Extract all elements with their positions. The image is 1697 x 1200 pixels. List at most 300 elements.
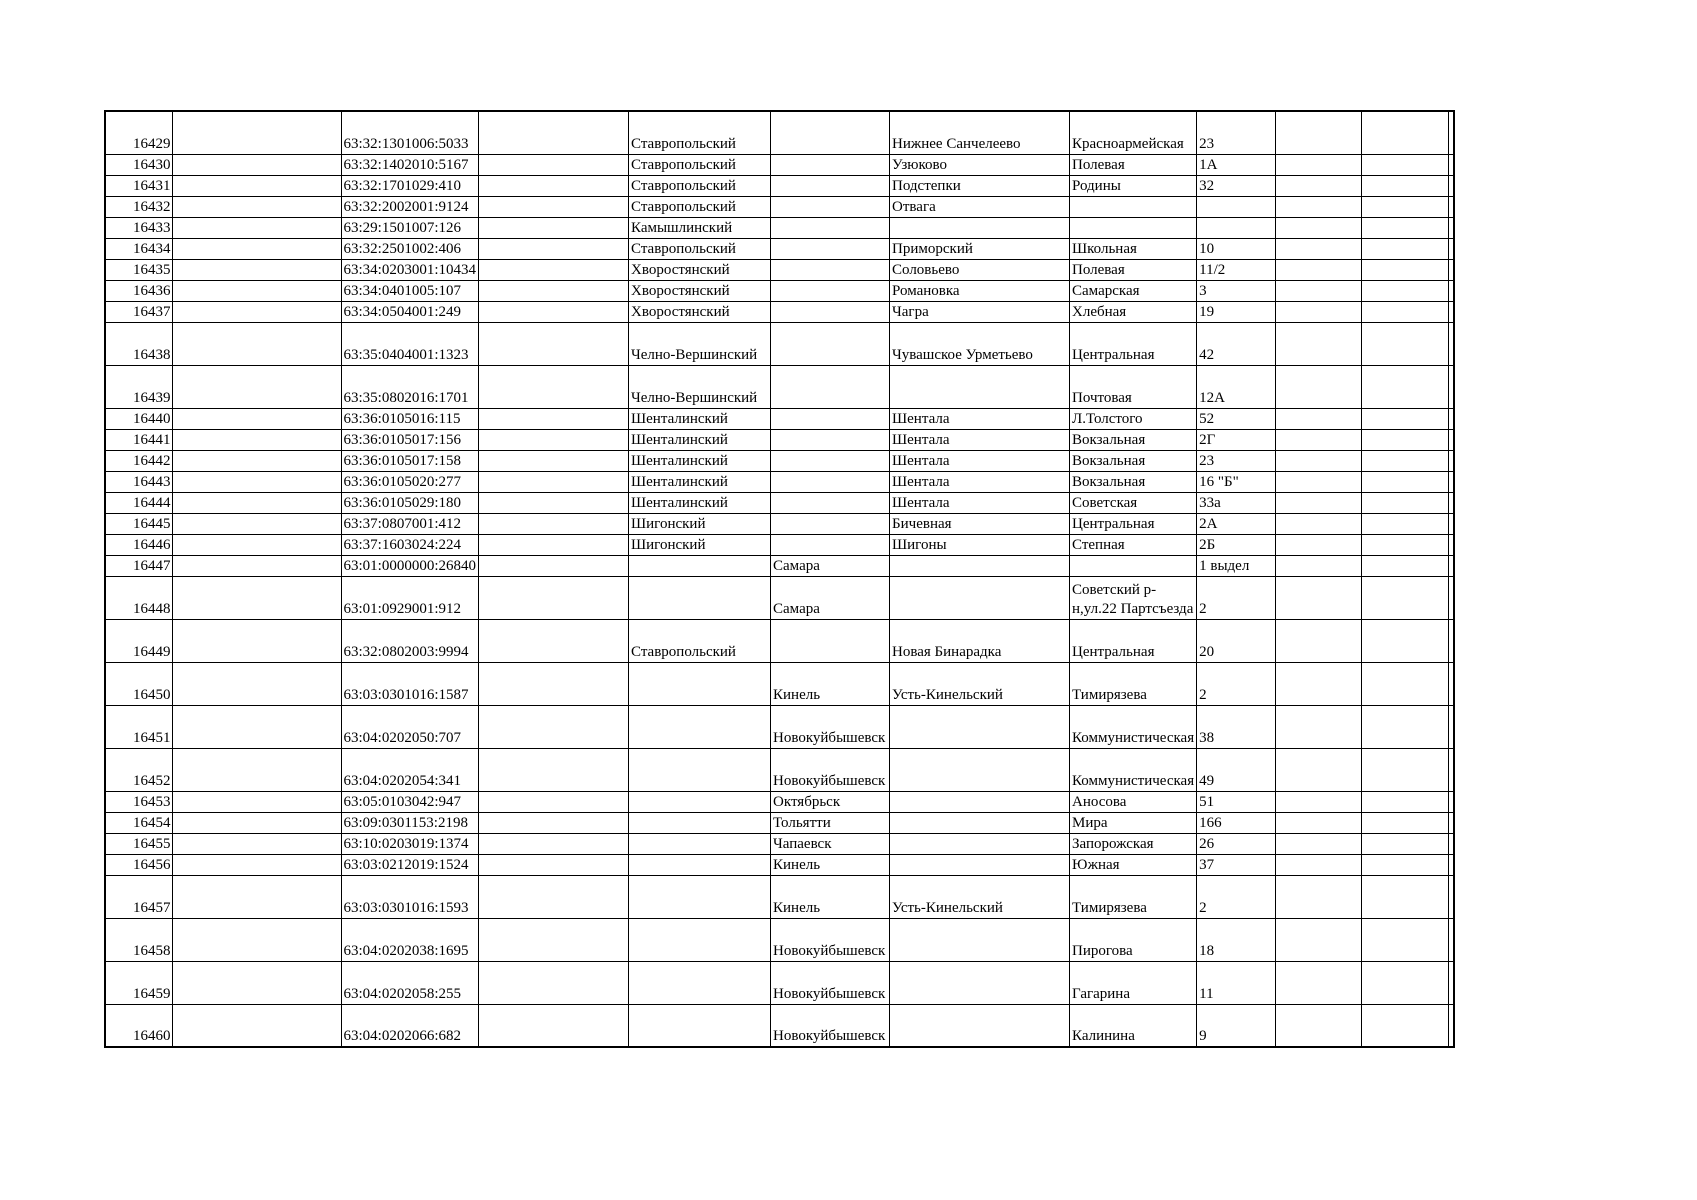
locality bbox=[890, 1004, 1070, 1047]
table-row bbox=[105, 408, 1454, 429]
street: Вокзальная bbox=[1070, 471, 1197, 492]
district bbox=[629, 875, 771, 918]
empty-cell bbox=[1449, 492, 1455, 513]
locality bbox=[890, 576, 1070, 619]
locality: Шентала bbox=[890, 408, 1070, 429]
empty-cell bbox=[1276, 961, 1362, 1004]
street: Аносова bbox=[1070, 791, 1197, 812]
empty-cell bbox=[1449, 854, 1455, 875]
empty-cell bbox=[1276, 576, 1362, 619]
district: Шенталинский bbox=[629, 471, 771, 492]
empty-cell bbox=[1449, 833, 1455, 854]
street: Почтовая bbox=[1070, 365, 1197, 408]
locality: Усть-Кинельский bbox=[890, 875, 1070, 918]
district bbox=[629, 918, 771, 961]
street: Центральная bbox=[1070, 619, 1197, 662]
street: Центральная bbox=[1070, 322, 1197, 365]
table-row bbox=[105, 961, 1454, 1004]
house-number: 20 bbox=[1197, 619, 1276, 662]
district bbox=[629, 705, 771, 748]
district bbox=[629, 555, 771, 576]
record-number: 16459 bbox=[105, 961, 172, 1004]
locality bbox=[890, 705, 1070, 748]
house-number: 3 bbox=[1197, 280, 1276, 301]
city bbox=[771, 154, 890, 175]
empty-cell bbox=[172, 918, 341, 961]
table-row bbox=[105, 534, 1454, 555]
house-number: 2А bbox=[1197, 513, 1276, 534]
record-number: 16442 bbox=[105, 450, 172, 471]
record-number: 16453 bbox=[105, 791, 172, 812]
street: Степная bbox=[1070, 534, 1197, 555]
table-row bbox=[105, 748, 1454, 791]
empty-cell bbox=[172, 259, 341, 280]
city bbox=[771, 534, 890, 555]
empty-cell bbox=[1449, 365, 1455, 408]
empty-cell bbox=[1362, 259, 1449, 280]
empty-cell bbox=[1449, 175, 1455, 196]
empty-cell bbox=[1449, 1004, 1455, 1047]
locality: Шентала bbox=[890, 492, 1070, 513]
cadastral-number: 63:36:0105017:156 bbox=[341, 429, 479, 450]
house-number bbox=[1197, 217, 1276, 238]
empty-cell bbox=[1449, 748, 1455, 791]
empty-cell bbox=[172, 471, 341, 492]
locality bbox=[890, 555, 1070, 576]
empty-cell bbox=[1276, 705, 1362, 748]
cadastral-number: 63:36:0105016:115 bbox=[341, 408, 479, 429]
street bbox=[1070, 196, 1197, 217]
table-row bbox=[105, 365, 1454, 408]
house-number: 33а bbox=[1197, 492, 1276, 513]
empty-cell bbox=[1362, 918, 1449, 961]
cadastral-number: 63:34:0203001:10434 bbox=[341, 259, 479, 280]
cadastral-number: 63:34:0504001:249 bbox=[341, 301, 479, 322]
empty-cell bbox=[1276, 471, 1362, 492]
table-body bbox=[105, 111, 1454, 1047]
city: Самара bbox=[771, 576, 890, 619]
empty-cell bbox=[479, 513, 629, 534]
city bbox=[771, 365, 890, 408]
district: Челно-Вершинский bbox=[629, 365, 771, 408]
record-number: 16433 bbox=[105, 217, 172, 238]
record-number: 16456 bbox=[105, 854, 172, 875]
empty-cell bbox=[479, 217, 629, 238]
empty-cell bbox=[479, 812, 629, 833]
empty-cell bbox=[1276, 748, 1362, 791]
cadastral-number: 63:04:0202050:707 bbox=[341, 705, 479, 748]
empty-cell bbox=[172, 875, 341, 918]
empty-cell bbox=[1276, 429, 1362, 450]
empty-cell bbox=[1276, 555, 1362, 576]
empty-cell bbox=[172, 196, 341, 217]
cadastral-number: 63:32:1402010:5167 bbox=[341, 154, 479, 175]
record-number: 16432 bbox=[105, 196, 172, 217]
empty-cell bbox=[1362, 619, 1449, 662]
empty-cell bbox=[1276, 217, 1362, 238]
district bbox=[629, 854, 771, 875]
record-number: 16450 bbox=[105, 662, 172, 705]
district: Ставропольский bbox=[629, 111, 771, 154]
cadastral-number: 63:35:0802016:1701 bbox=[341, 365, 479, 408]
empty-cell bbox=[479, 619, 629, 662]
street: Советский р-н,ул.22 Партсъезда bbox=[1070, 576, 1197, 619]
empty-cell bbox=[1449, 217, 1455, 238]
street: Пирогова bbox=[1070, 918, 1197, 961]
street: Мира bbox=[1070, 812, 1197, 833]
empty-cell bbox=[1276, 1004, 1362, 1047]
empty-cell bbox=[1276, 259, 1362, 280]
house-number bbox=[1197, 196, 1276, 217]
city bbox=[771, 471, 890, 492]
cadastral-number: 63:03:0301016:1593 bbox=[341, 875, 479, 918]
locality bbox=[890, 365, 1070, 408]
house-number: 37 bbox=[1197, 854, 1276, 875]
street: Полевая bbox=[1070, 154, 1197, 175]
district: Шенталинский bbox=[629, 450, 771, 471]
locality bbox=[890, 791, 1070, 812]
record-number: 16451 bbox=[105, 705, 172, 748]
empty-cell bbox=[479, 1004, 629, 1047]
locality: Узюково bbox=[890, 154, 1070, 175]
cadastral-number: 63:32:1301006:5033 bbox=[341, 111, 479, 154]
table-row bbox=[105, 513, 1454, 534]
empty-cell bbox=[1276, 154, 1362, 175]
empty-cell bbox=[172, 833, 341, 854]
empty-cell bbox=[172, 662, 341, 705]
house-number: 11 bbox=[1197, 961, 1276, 1004]
record-number: 16429 bbox=[105, 111, 172, 154]
cadastral-number: 63:34:0401005:107 bbox=[341, 280, 479, 301]
empty-cell bbox=[479, 875, 629, 918]
empty-cell bbox=[479, 961, 629, 1004]
locality bbox=[890, 918, 1070, 961]
city bbox=[771, 450, 890, 471]
city: Самара bbox=[771, 555, 890, 576]
empty-cell bbox=[1362, 429, 1449, 450]
cadastral-number: 63:36:0105020:277 bbox=[341, 471, 479, 492]
empty-cell bbox=[1362, 301, 1449, 322]
table-row bbox=[105, 854, 1454, 875]
empty-cell bbox=[479, 259, 629, 280]
district bbox=[629, 748, 771, 791]
cadastral-number: 63:37:1603024:224 bbox=[341, 534, 479, 555]
table-row bbox=[105, 259, 1454, 280]
empty-cell bbox=[1449, 280, 1455, 301]
house-number: 10 bbox=[1197, 238, 1276, 259]
city bbox=[771, 408, 890, 429]
locality bbox=[890, 748, 1070, 791]
empty-cell bbox=[172, 961, 341, 1004]
locality bbox=[890, 812, 1070, 833]
empty-cell bbox=[479, 748, 629, 791]
empty-cell bbox=[1276, 408, 1362, 429]
empty-cell bbox=[172, 111, 341, 154]
house-number: 42 bbox=[1197, 322, 1276, 365]
empty-cell bbox=[1362, 280, 1449, 301]
street: Запорожская bbox=[1070, 833, 1197, 854]
table-row bbox=[105, 111, 1454, 154]
city bbox=[771, 196, 890, 217]
street: Л.Толстого bbox=[1070, 408, 1197, 429]
empty-cell bbox=[1362, 238, 1449, 259]
table-row bbox=[105, 833, 1454, 854]
empty-cell bbox=[1276, 918, 1362, 961]
cadastral-number: 63:32:1701029:410 bbox=[341, 175, 479, 196]
empty-cell bbox=[1449, 196, 1455, 217]
street: Красноармейская bbox=[1070, 111, 1197, 154]
empty-cell bbox=[172, 280, 341, 301]
empty-cell bbox=[1362, 217, 1449, 238]
record-number: 16436 bbox=[105, 280, 172, 301]
house-number: 1 выдел bbox=[1197, 555, 1276, 576]
district: Ставропольский bbox=[629, 175, 771, 196]
empty-cell bbox=[1362, 576, 1449, 619]
city bbox=[771, 301, 890, 322]
cadastral-number: 63:32:2501002:406 bbox=[341, 238, 479, 259]
cadastral-number: 63:10:0203019:1374 bbox=[341, 833, 479, 854]
record-number: 16435 bbox=[105, 259, 172, 280]
cadastral-number: 63:35:0404001:1323 bbox=[341, 322, 479, 365]
empty-cell bbox=[1449, 619, 1455, 662]
cadastral-number: 63:04:0202038:1695 bbox=[341, 918, 479, 961]
empty-cell bbox=[479, 705, 629, 748]
empty-cell bbox=[479, 471, 629, 492]
locality: Чагра bbox=[890, 301, 1070, 322]
house-number: 2 bbox=[1197, 662, 1276, 705]
table-row bbox=[105, 196, 1454, 217]
empty-cell bbox=[1449, 471, 1455, 492]
city: Новокуйбышевск bbox=[771, 1004, 890, 1047]
empty-cell bbox=[172, 748, 341, 791]
cadastral-number: 63:04:0202058:255 bbox=[341, 961, 479, 1004]
empty-cell bbox=[1276, 513, 1362, 534]
empty-cell bbox=[1449, 705, 1455, 748]
empty-cell bbox=[172, 812, 341, 833]
cadastral-number: 63:04:0202054:341 bbox=[341, 748, 479, 791]
empty-cell bbox=[1276, 619, 1362, 662]
empty-cell bbox=[479, 534, 629, 555]
house-number: 19 bbox=[1197, 301, 1276, 322]
empty-cell bbox=[1362, 875, 1449, 918]
empty-cell bbox=[1449, 534, 1455, 555]
empty-cell bbox=[1362, 365, 1449, 408]
locality: Усть-Кинельский bbox=[890, 662, 1070, 705]
city: Новокуйбышевск bbox=[771, 918, 890, 961]
empty-cell bbox=[479, 154, 629, 175]
street: Школьная bbox=[1070, 238, 1197, 259]
record-number: 16434 bbox=[105, 238, 172, 259]
empty-cell bbox=[479, 322, 629, 365]
table-row bbox=[105, 576, 1454, 619]
empty-cell bbox=[1362, 196, 1449, 217]
empty-cell bbox=[1276, 301, 1362, 322]
city bbox=[771, 513, 890, 534]
cadastral-number: 63:29:1501007:126 bbox=[341, 217, 479, 238]
street: Полевая bbox=[1070, 259, 1197, 280]
city: Чапаевск bbox=[771, 833, 890, 854]
empty-cell bbox=[172, 429, 341, 450]
empty-cell bbox=[172, 408, 341, 429]
record-number: 16460 bbox=[105, 1004, 172, 1047]
house-number: 18 bbox=[1197, 918, 1276, 961]
locality: Шентала bbox=[890, 471, 1070, 492]
table-row bbox=[105, 705, 1454, 748]
table-row bbox=[105, 875, 1454, 918]
cadastral-number: 63:04:0202066:682 bbox=[341, 1004, 479, 1047]
empty-cell bbox=[1276, 791, 1362, 812]
district: Хворостянский bbox=[629, 259, 771, 280]
table-row bbox=[105, 812, 1454, 833]
empty-cell bbox=[172, 217, 341, 238]
record-number: 16445 bbox=[105, 513, 172, 534]
house-number: 2 bbox=[1197, 875, 1276, 918]
empty-cell bbox=[1449, 259, 1455, 280]
cadastral-number: 63:03:0301016:1587 bbox=[341, 662, 479, 705]
house-number: 2Б bbox=[1197, 534, 1276, 555]
locality: Шентала bbox=[890, 429, 1070, 450]
record-number: 16457 bbox=[105, 875, 172, 918]
empty-cell bbox=[1276, 854, 1362, 875]
cadastral-number: 63:37:0807001:412 bbox=[341, 513, 479, 534]
cadastral-number: 63:32:0802003:9994 bbox=[341, 619, 479, 662]
district: Хворостянский bbox=[629, 301, 771, 322]
empty-cell bbox=[1362, 513, 1449, 534]
empty-cell bbox=[479, 833, 629, 854]
empty-cell bbox=[479, 854, 629, 875]
empty-cell bbox=[172, 619, 341, 662]
house-number: 16 "Б" bbox=[1197, 471, 1276, 492]
cadastral-number: 63:01:0000000:26840 bbox=[341, 555, 479, 576]
empty-cell bbox=[479, 918, 629, 961]
house-number: 2 bbox=[1197, 576, 1276, 619]
empty-cell bbox=[479, 196, 629, 217]
empty-cell bbox=[1362, 408, 1449, 429]
empty-cell bbox=[479, 429, 629, 450]
empty-cell bbox=[1449, 791, 1455, 812]
house-number: 23 bbox=[1197, 111, 1276, 154]
city bbox=[771, 111, 890, 154]
city bbox=[771, 280, 890, 301]
property-table bbox=[104, 110, 1455, 1048]
record-number: 16443 bbox=[105, 471, 172, 492]
empty-cell bbox=[479, 175, 629, 196]
city: Кинель bbox=[771, 875, 890, 918]
district bbox=[629, 1004, 771, 1047]
cadastral-number: 63:09:0301153:2198 bbox=[341, 812, 479, 833]
empty-cell bbox=[172, 301, 341, 322]
city bbox=[771, 259, 890, 280]
locality: Бичевная bbox=[890, 513, 1070, 534]
empty-cell bbox=[1276, 196, 1362, 217]
city: Кинель bbox=[771, 662, 890, 705]
locality: Соловьево bbox=[890, 259, 1070, 280]
empty-cell bbox=[1362, 662, 1449, 705]
table-row bbox=[105, 555, 1454, 576]
city: Новокуйбышевск bbox=[771, 705, 890, 748]
empty-cell bbox=[1449, 812, 1455, 833]
city bbox=[771, 175, 890, 196]
table-row bbox=[105, 662, 1454, 705]
street: Советская bbox=[1070, 492, 1197, 513]
empty-cell bbox=[1362, 111, 1449, 154]
empty-cell bbox=[1449, 154, 1455, 175]
locality bbox=[890, 217, 1070, 238]
street: Коммунистическая bbox=[1070, 748, 1197, 791]
street bbox=[1070, 217, 1197, 238]
empty-cell bbox=[172, 791, 341, 812]
district: Ставропольский bbox=[629, 196, 771, 217]
empty-cell bbox=[1449, 961, 1455, 1004]
empty-cell bbox=[479, 791, 629, 812]
empty-cell bbox=[1449, 875, 1455, 918]
city bbox=[771, 217, 890, 238]
street: Тимирязева bbox=[1070, 662, 1197, 705]
street: Тимирязева bbox=[1070, 875, 1197, 918]
house-number: 51 bbox=[1197, 791, 1276, 812]
district: Шенталинский bbox=[629, 408, 771, 429]
city bbox=[771, 492, 890, 513]
empty-cell bbox=[1362, 322, 1449, 365]
house-number: 2Г bbox=[1197, 429, 1276, 450]
table-row bbox=[105, 492, 1454, 513]
empty-cell bbox=[479, 492, 629, 513]
city: Октябрьск bbox=[771, 791, 890, 812]
locality: Подстепки bbox=[890, 175, 1070, 196]
street: Южная bbox=[1070, 854, 1197, 875]
house-number: 38 bbox=[1197, 705, 1276, 748]
locality: Романовка bbox=[890, 280, 1070, 301]
street: Вокзальная bbox=[1070, 450, 1197, 471]
district: Ставропольский bbox=[629, 619, 771, 662]
street: Калинина bbox=[1070, 1004, 1197, 1047]
empty-cell bbox=[1449, 662, 1455, 705]
house-number: 12А bbox=[1197, 365, 1276, 408]
empty-cell bbox=[172, 534, 341, 555]
table-row bbox=[105, 429, 1454, 450]
district: Челно-Вершинский bbox=[629, 322, 771, 365]
record-number: 16447 bbox=[105, 555, 172, 576]
empty-cell bbox=[1449, 576, 1455, 619]
house-number: 1А bbox=[1197, 154, 1276, 175]
empty-cell bbox=[172, 1004, 341, 1047]
empty-cell bbox=[1362, 154, 1449, 175]
record-number: 16439 bbox=[105, 365, 172, 408]
locality: Новая Бинарадка bbox=[890, 619, 1070, 662]
house-number: 23 bbox=[1197, 450, 1276, 471]
house-number: 52 bbox=[1197, 408, 1276, 429]
table-row bbox=[105, 217, 1454, 238]
city bbox=[771, 429, 890, 450]
locality: Чувашское Урметьево bbox=[890, 322, 1070, 365]
district: Камышлинский bbox=[629, 217, 771, 238]
empty-cell bbox=[172, 854, 341, 875]
empty-cell bbox=[1362, 854, 1449, 875]
district bbox=[629, 812, 771, 833]
table-row bbox=[105, 450, 1454, 471]
empty-cell bbox=[1362, 833, 1449, 854]
street: Коммунистическая bbox=[1070, 705, 1197, 748]
district: Шенталинский bbox=[629, 492, 771, 513]
street: Гагарина bbox=[1070, 961, 1197, 1004]
table-row bbox=[105, 619, 1454, 662]
house-number: 11/2 bbox=[1197, 259, 1276, 280]
cadastral-number: 63:36:0105029:180 bbox=[341, 492, 479, 513]
table-row bbox=[105, 238, 1454, 259]
empty-cell bbox=[1449, 450, 1455, 471]
empty-cell bbox=[479, 111, 629, 154]
table-row bbox=[105, 1004, 1454, 1047]
